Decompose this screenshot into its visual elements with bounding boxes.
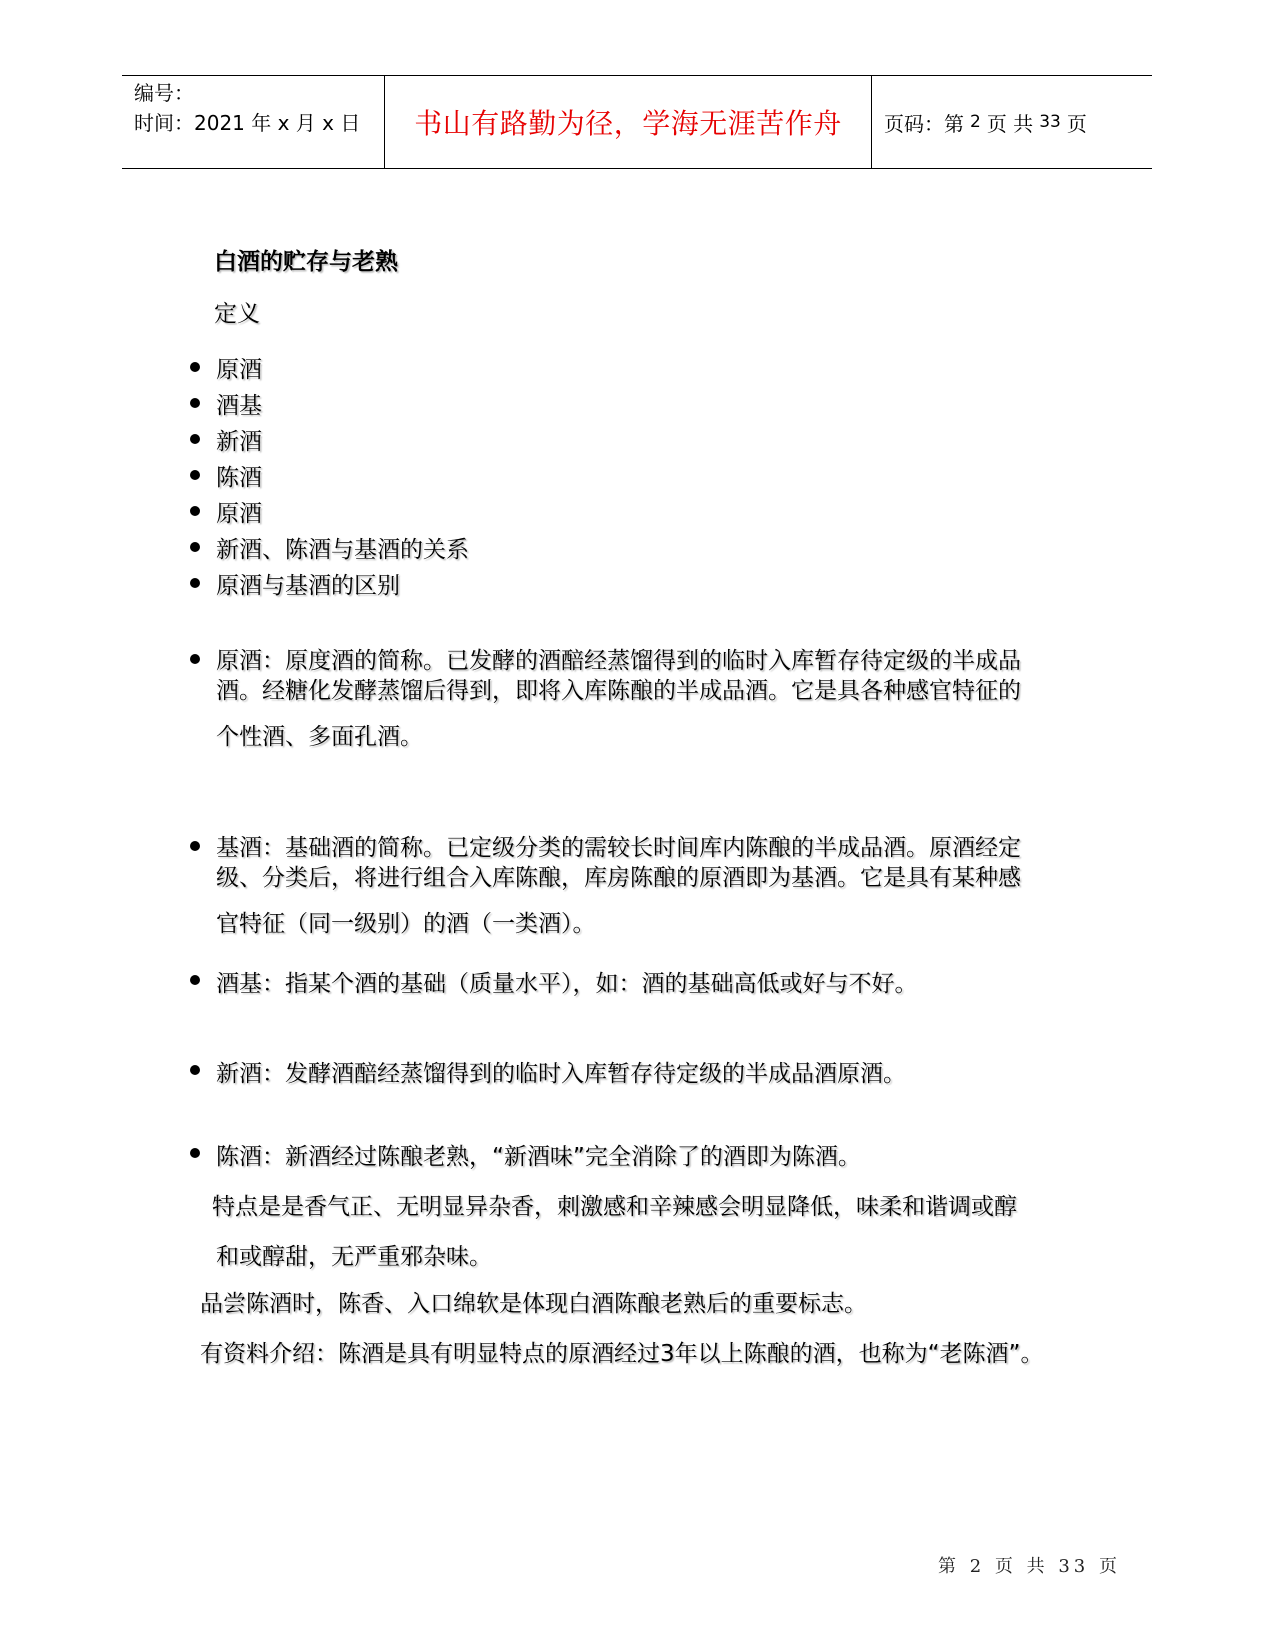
bullet-icon (190, 470, 200, 480)
bullet-icon (190, 1148, 200, 1158)
bullet-icon (190, 434, 200, 444)
text-line: 基酒：基础酒的简称。已定级分类的需较长时间库内陈酿的半成品酒。原酒经定 (216, 835, 1021, 861)
definition-xinjiu: 新酒：发酵酒醅经蒸馏得到的临时入库暂存待定级的半成品酒原酒。 (216, 1061, 906, 1087)
bullet-icon (190, 975, 200, 985)
bullet-icon (190, 542, 200, 552)
definition-jiuji: 酒基：指某个酒的基础（质量水平），如：酒的基础高低或好与不好。 (216, 971, 918, 997)
text-line: 原酒：原度酒的简称。已发酵的酒醅经蒸馏得到的临时入库暂存待定级的半成品 (216, 648, 1021, 674)
text-line: 个性酒、多面孔酒。 (216, 724, 423, 750)
time-label: 时间：2021 年 x 月 x 日 (134, 111, 361, 135)
chenjiu-feature-line: 和或醇甜，无严重邪杂味。 (216, 1244, 492, 1270)
page-total: 33 (1039, 112, 1061, 132)
page-header (122, 75, 1152, 169)
definition-yuanjiu (216, 646, 1096, 754)
definition-chenjiu: 陈酒：新酒经过陈酿老熟，“新酒味”完全消除了的酒即为陈酒。 (216, 1144, 861, 1170)
header-motto: 书山有路勤为径，学海无涯苦作舟 (385, 76, 872, 168)
bullet-icon (190, 506, 200, 516)
list-item: 新酒 (216, 429, 262, 455)
bullet-icon (190, 1065, 200, 1075)
definition-jijiu (216, 833, 1096, 941)
chenjiu-feature-line: 特点是是香气正、无明显异杂香，刺激感和辛辣感会明显降低，味柔和谐调或醇 (212, 1194, 1017, 1220)
list-item: 原酒与基酒的区别 (216, 573, 400, 599)
list-item: 原酒 (216, 501, 262, 527)
page-prefix: 页码：第 (884, 111, 964, 136)
reference-note: 有资料介绍：陈酒是具有明显特点的原酒经过3年以上陈酿的酒，也称为“老陈酒”。 (200, 1341, 1044, 1367)
serial-label: 编号： (134, 81, 194, 105)
page-current: 2 (970, 112, 981, 132)
list-item: 陈酒 (216, 465, 262, 491)
list-item: 新酒、陈酒与基酒的关系 (216, 537, 469, 563)
text-line: 级、分类后，将进行组合入库陈酿，库房陈酿的原酒即为基酒。它是具有某种感 (216, 865, 1021, 891)
bullet-icon (190, 362, 200, 372)
doc-title: 白酒的贮存与老熟 (214, 249, 398, 275)
page-footer: 第 2 页 共 33 页 (938, 1556, 1121, 1577)
header-meta (122, 76, 385, 168)
page-suffix: 页 (1066, 111, 1087, 136)
tasting-note: 品尝陈酒时，陈香、入口绵软是体现白酒陈酿老熟后的重要标志。 (200, 1291, 867, 1317)
list-item: 酒基 (216, 393, 262, 419)
text-line: 官特征（同一级别）的酒（一类酒）。 (216, 911, 596, 937)
text-line: 酒。经糖化发酵蒸馏后得到，即将入库陈酿的半成品酒。它是具各种感官特征的 (216, 678, 1021, 704)
list-item: 原酒 (216, 357, 262, 383)
bullet-icon (190, 578, 200, 588)
bullet-icon (190, 654, 200, 664)
bullet-icon (190, 398, 200, 408)
header-page-info (872, 76, 1152, 168)
page-mid: 页 共 (986, 111, 1034, 136)
bullet-icon (190, 841, 200, 851)
doc-subtitle: 定义 (214, 301, 260, 327)
